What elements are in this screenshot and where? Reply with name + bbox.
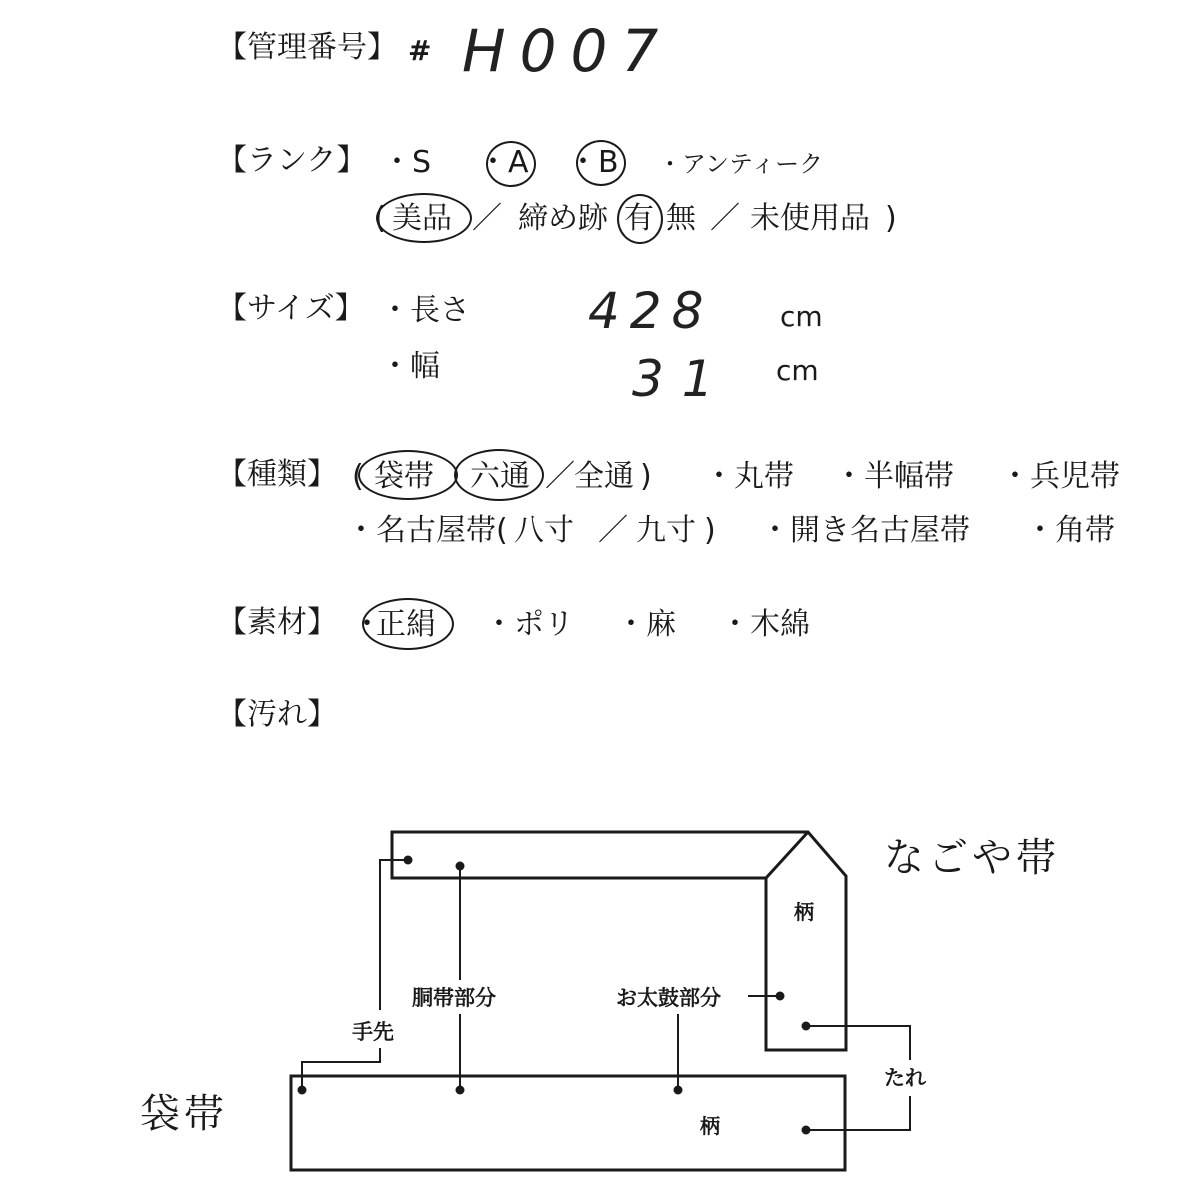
condition-sep-1: ／	[472, 201, 502, 236]
tare-leader-lower	[806, 1096, 910, 1130]
point-taiko-nagoya	[776, 992, 785, 1001]
rank-option-a: ・A	[478, 145, 529, 180]
tare-leader	[806, 1026, 910, 1060]
width-value: 31	[632, 350, 732, 408]
type-zentsu: 全通	[574, 459, 634, 494]
size-label: 【サイズ】	[217, 291, 365, 326]
fukuro-obi-title: 袋帯	[140, 1091, 228, 1137]
material-silk: 正絹	[376, 607, 436, 642]
point-tare-fukuro	[802, 1126, 811, 1135]
condition-close-paren: )	[885, 201, 897, 236]
type-hanhaba: ・半幅帯	[834, 459, 954, 494]
type-heko: ・兵児帯	[1000, 459, 1120, 494]
point-dobu-nagoya	[456, 862, 465, 871]
dobu-label: 胴帯部分	[412, 986, 496, 1010]
material-asa: ・麻	[616, 607, 676, 642]
tare-label: たれ	[884, 1066, 926, 1090]
condition-yes: 有	[624, 201, 654, 236]
point-tare-nagoya	[802, 1022, 811, 1031]
condition-sep-2: ／	[710, 201, 740, 236]
taiko-label: お太鼓部分	[616, 986, 721, 1010]
point-tesaki-fukuro	[298, 1086, 307, 1095]
type-sep: ／	[545, 459, 575, 494]
type-maru: ・丸帯	[704, 459, 794, 494]
hash-mark: #	[408, 34, 432, 67]
type-nagoya: ・名古屋帯	[346, 513, 496, 548]
tesaki-label: 手先	[352, 1020, 394, 1044]
material-poly: ・ポリ	[484, 607, 574, 642]
material-dot: ・	[352, 607, 382, 642]
tesaki-leader-lower	[302, 1048, 380, 1090]
nagoya-sep: ／	[598, 513, 628, 548]
material-label: 【素材】	[217, 605, 337, 640]
type-kaku: ・角帯	[1025, 513, 1115, 548]
material-cotton: ・木綿	[720, 607, 810, 642]
point-tesaki-nagoya	[404, 856, 413, 865]
nagoya-fold-line	[766, 832, 808, 878]
condition-unused: 未使用品	[750, 201, 870, 236]
point-taiko-fukuro	[674, 1086, 683, 1095]
nagoya-obi-title: なごや帯	[884, 835, 1060, 881]
condition-open-paren: (	[374, 201, 386, 236]
width-unit: cm	[776, 354, 819, 387]
type-hiraki-nagoya: ・開き名古屋帯	[760, 513, 970, 548]
management-label: 【管理番号】	[217, 30, 397, 65]
type-kyusun: 九寸	[636, 513, 696, 548]
type-hassun: 八寸	[514, 513, 574, 548]
nagoya-open-paren: (	[496, 513, 508, 548]
stain-label: 【汚れ】	[217, 697, 337, 732]
rank-label: 【ランク】	[217, 143, 367, 178]
condition-no: 無	[666, 201, 696, 236]
point-dobu-fukuro	[456, 1086, 465, 1095]
nagoya-pattern-label: 柄	[794, 900, 814, 924]
length-value: 428	[588, 282, 714, 340]
condition-mark: 締め跡	[518, 201, 608, 236]
rank-option-b: ・B	[568, 145, 619, 180]
type-fukuro: 袋帯	[374, 459, 434, 494]
fukuro-close-paren: )	[640, 459, 652, 494]
rank-option-s: ・S	[382, 145, 432, 180]
nagoya-close-paren: )	[704, 513, 716, 548]
management-number: H007	[462, 17, 673, 85]
fukuro-pattern-label: 柄	[700, 1114, 720, 1138]
width-label: ・幅	[380, 349, 440, 384]
type-label: 【種類】	[217, 457, 337, 492]
fukuro-open-paren: (	[352, 459, 364, 494]
condition-beauty: 美品	[392, 201, 452, 236]
fukuro-obi-outline	[291, 1076, 845, 1170]
rank-option-antique: ・アンティーク	[658, 150, 824, 178]
type-rokutsu: 六通	[470, 459, 530, 494]
tesaki-leader	[380, 860, 408, 1010]
length-label: ・長さ	[380, 293, 470, 328]
length-unit: cm	[780, 300, 823, 333]
